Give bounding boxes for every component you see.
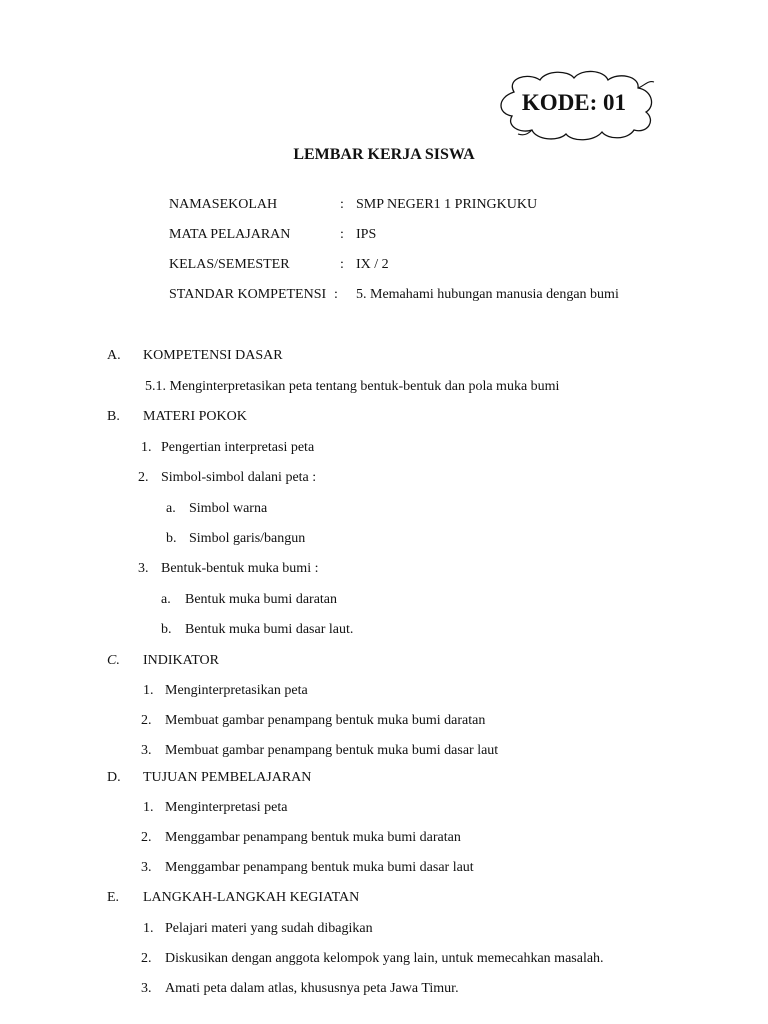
info-colon: : — [334, 287, 338, 302]
info-label: KELAS/SEMESTER — [169, 257, 290, 272]
list-item: Pengertian interpretasi peta — [161, 440, 315, 455]
list-item: Amati peta dalam atlas, khususnya peta Jawa Timur. — [165, 981, 459, 996]
section-letter: B. — [107, 409, 120, 424]
list-number: 2. — [141, 830, 152, 845]
section-letter: C. — [107, 653, 120, 668]
list-item: Menggambar penampang bentuk muka bumi dasar laut — [165, 860, 474, 875]
list-number: 2. — [141, 951, 152, 966]
list-item: Membuat gambar penampang bentuk muka bumi dasar laut — [165, 743, 499, 758]
list-item: Diskusikan dengan anggota kelompok yang lain, untuk memecahkan masalah. — [165, 951, 604, 966]
page-title: LEMBAR KERJA SISWA — [293, 146, 475, 163]
list-number: 1. — [143, 800, 154, 815]
list-item: Membuat gambar penampang bentuk muka bumi daratan — [165, 713, 486, 728]
list-number: 3. — [141, 860, 152, 875]
sublist-item: Simbol warna — [189, 501, 268, 516]
sublist-item: Bentuk muka bumi daratan — [185, 592, 338, 607]
sublist-item: Simbol garis/bangun — [189, 531, 306, 546]
info-label: NAMASEKOLAH — [169, 197, 278, 212]
list-item: Simbol-simbol dalani peta : — [161, 470, 317, 485]
list-item: Menginterpretasi peta — [165, 800, 288, 815]
list-item: Menginterpretasikan peta — [165, 683, 308, 698]
list-number: 1. — [141, 440, 152, 455]
section-heading: TUJUAN PEMBELAJARAN — [143, 770, 312, 785]
info-value: IX / 2 — [356, 257, 389, 272]
section-text: 5.1. Menginterpretasikan peta tentang bentuk-bentuk dan pola muka bumi — [145, 379, 560, 394]
section-heading: KOMPETENSI DASAR — [143, 348, 283, 363]
section-heading: LANGKAH-LANGKAH KEGIATAN — [143, 890, 360, 905]
info-colon: : — [340, 257, 344, 272]
list-item: Pelajari materi yang sudah dibagikan — [165, 921, 373, 936]
section-heading: INDIKATOR — [143, 653, 219, 668]
list-number: 1. — [143, 921, 154, 936]
kode-label: KODE: 01 — [521, 90, 627, 115]
section-letter: E. — [107, 890, 120, 905]
info-colon: : — [340, 227, 344, 242]
sublist-letter: a. — [161, 592, 171, 607]
info-label: MATA PELAJARAN — [169, 227, 291, 242]
info-label: STANDAR KOMPETENSI — [169, 287, 327, 302]
sublist-letter: a. — [166, 501, 176, 516]
list-number: 3. — [138, 561, 149, 576]
section-heading: MATERI POKOK — [143, 409, 247, 424]
sublist-letter: b. — [161, 622, 172, 637]
section-letter: A. — [107, 348, 121, 363]
list-number: 2. — [138, 470, 149, 485]
info-colon: : — [340, 197, 344, 212]
sublist-item: Bentuk muka bumi dasar laut. — [185, 622, 354, 637]
list-item: Bentuk-bentuk muka bumi : — [161, 561, 319, 576]
sublist-letter: b. — [166, 531, 177, 546]
list-number: 3. — [141, 743, 152, 758]
info-value: SMP NEGER1 1 PRINGKUKU — [356, 197, 538, 212]
section-letter: D. — [107, 770, 121, 785]
list-number: 2. — [141, 713, 152, 728]
info-value: IPS — [356, 227, 377, 242]
list-number: 1. — [143, 683, 154, 698]
info-value: 5. Memahami hubungan manusia dengan bumi — [356, 287, 619, 302]
list-item: Menggambar penampang bentuk muka bumi daratan — [165, 830, 461, 845]
list-number: 3. — [141, 981, 152, 996]
